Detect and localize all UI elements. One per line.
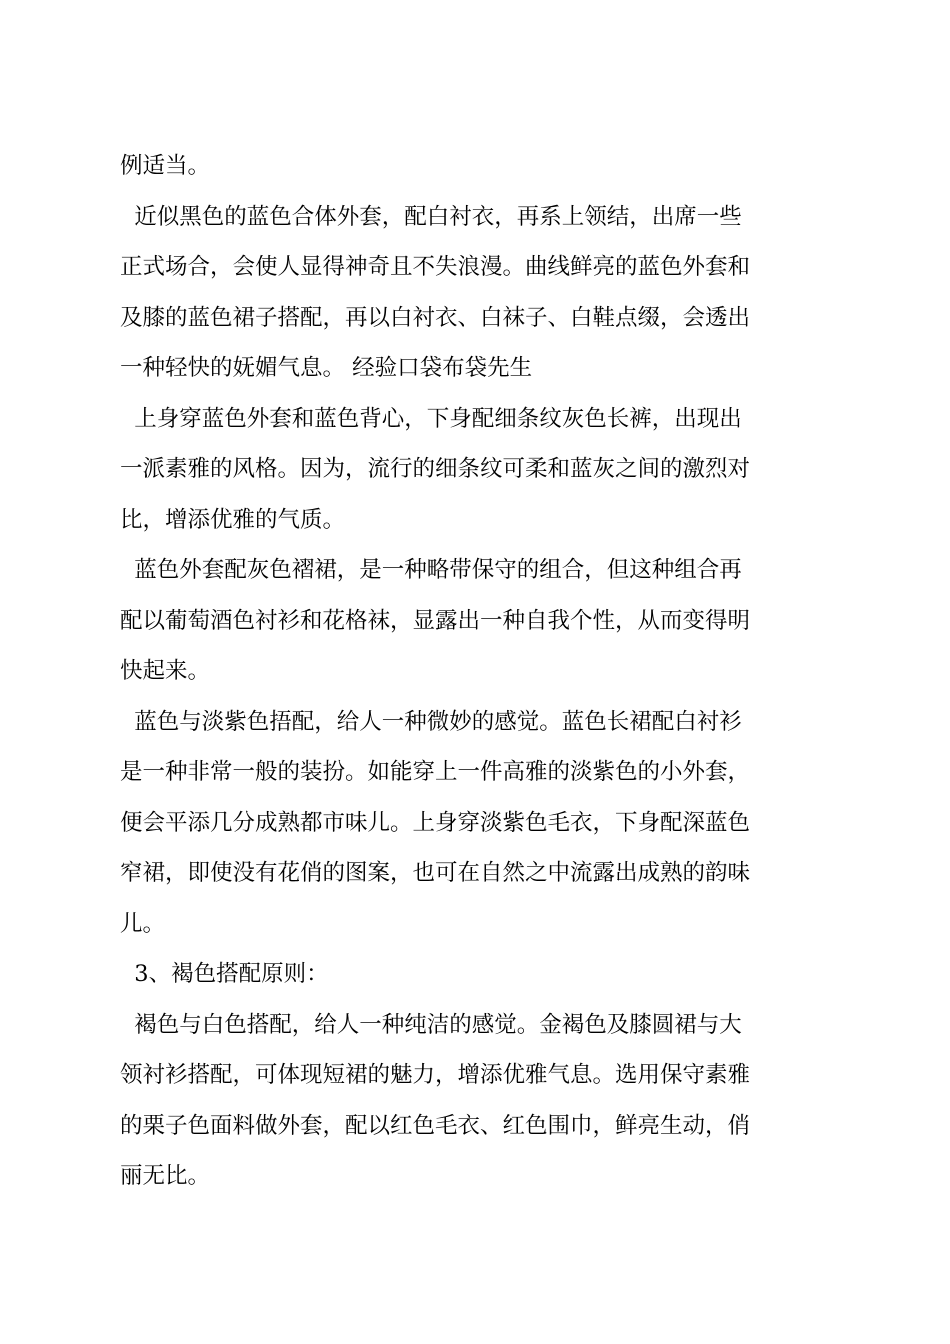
paragraph-start-line: 蓝色外套配灰色褶裙，是一种略带保守的组合，但这种组合再 xyxy=(120,557,742,583)
text-line: 比，增添优雅的气质。 xyxy=(120,506,346,533)
text-line: 配以葡萄酒色衬衫和花格袜，显露出一种自我个性，从而变得明 xyxy=(120,607,751,634)
text-line: 一种轻快的妩媚气息。 经验口袋布袋先生 xyxy=(120,355,533,381)
text-line: 儿。 xyxy=(120,910,166,937)
text-line: 便会平添几分成熟都市味儿。上身穿淡紫色毛衣，下身配深蓝色 xyxy=(120,809,751,836)
text-line: 领衬衫搭配，可体现短裙的魅力，增添优雅气息。选用保守素雅 xyxy=(120,1062,751,1088)
text-line: 窄裙，即使没有花俏的图案，也可在自然之中流露出成熟的韵味 xyxy=(120,860,751,886)
paragraph-start-line: 蓝色与淡紫色捂配，给人一种微妙的感觉。蓝色长裙配白衬衫 xyxy=(120,708,742,735)
text-line: 正式场合，会使人显得神奇且不失浪漫。曲线鲜亮的蓝色外套和 xyxy=(120,254,751,280)
paragraph-start-line: 近似黑色的蓝色合体外套，配白衬衣，再系上领结，出席一些 xyxy=(120,203,742,230)
text-line: 一派素雅的风格。因为，流行的细条纹可柔和蓝灰之间的激烈对 xyxy=(120,456,751,482)
text-line: 是一种非常一般的装扮。如能穿上一件高雅的淡紫色的小外套， xyxy=(120,759,751,785)
text-line: 的栗子色面料做外套，配以红色毛衣、红色围巾，鲜亮生动，俏 xyxy=(120,1112,751,1139)
paragraph-start-line: 褐色与白色搭配，给人一种纯洁的感觉。金褐色及膝圆裙与大 xyxy=(120,1011,742,1038)
paragraph-start-line: 上身穿蓝色外套和蓝色背心，下身配细条纹灰色长裤，出现出 xyxy=(120,405,742,432)
document-body xyxy=(120,141,832,1202)
section-heading: 3、褐色搭配原则： xyxy=(120,961,329,987)
text-line: 及膝的蓝色裙子搭配，再以白衬衣、白袜子、白鞋点缀，会透出 xyxy=(120,304,751,331)
text-line: 丽无比。 xyxy=(120,1163,211,1189)
text-line: 例适当。 xyxy=(120,153,211,179)
text-line: 快起来。 xyxy=(120,658,211,684)
